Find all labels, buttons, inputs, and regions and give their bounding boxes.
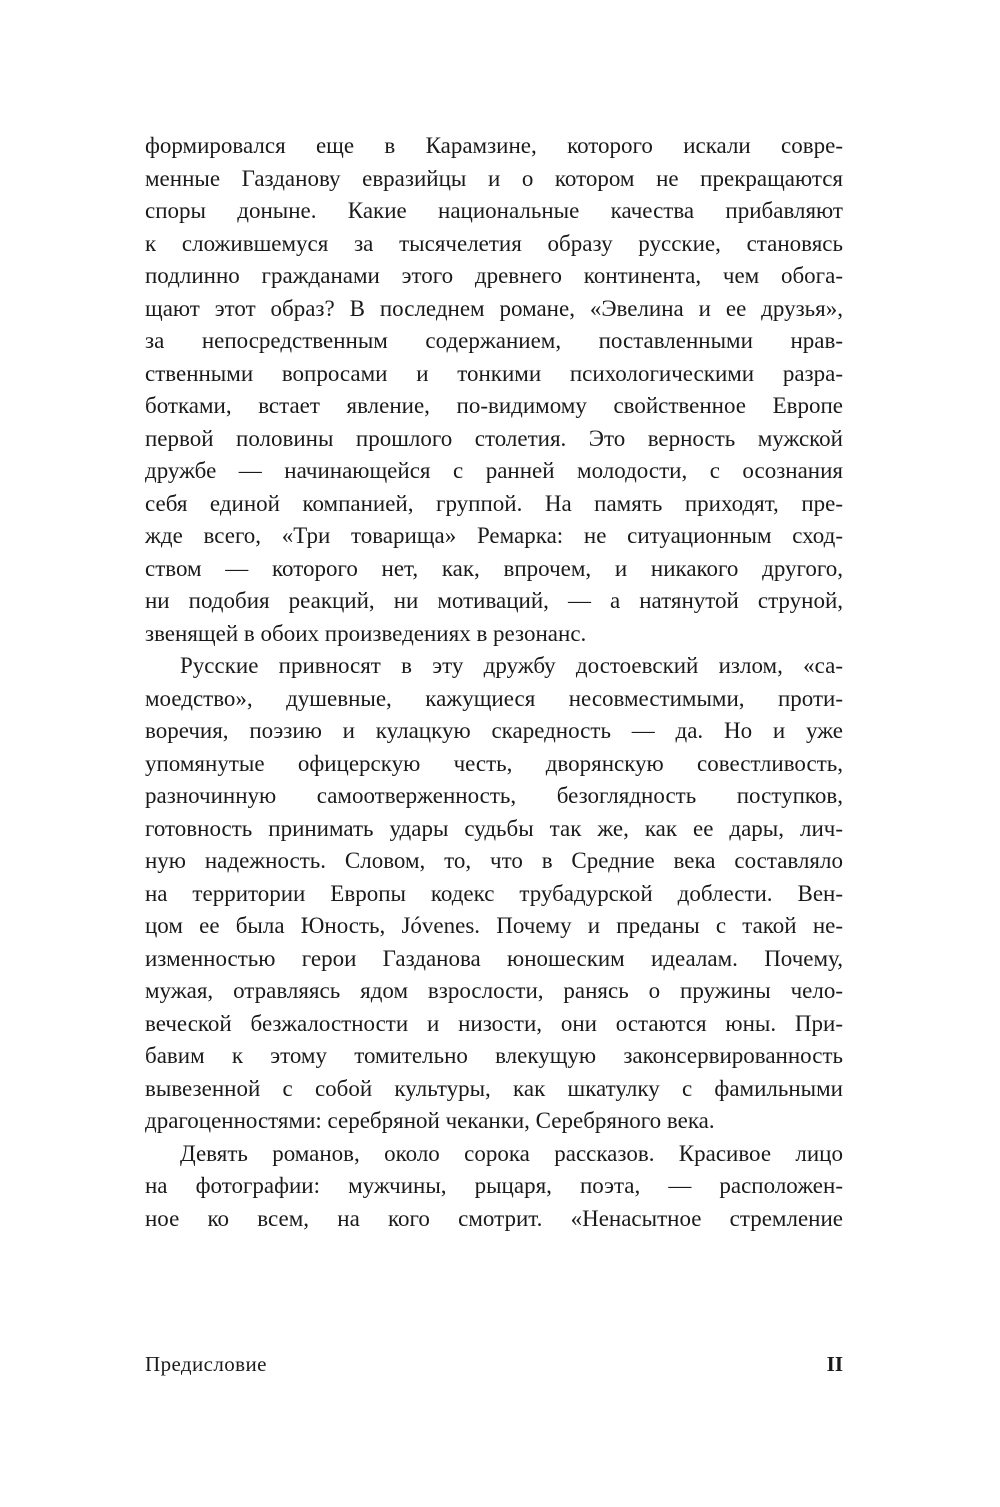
- text-line: звенящей в обоих произведениях в резонанс.: [145, 620, 587, 646]
- text-line: щают этот образ? В последнем романе, «Эвелина и ее друзья»,: [145, 295, 843, 321]
- text-line: моедство», душевные, кажущиеся несовместимыми, проти-: [145, 685, 843, 711]
- text-line: на фотографии: мужчины, рыцаря, поэта, — расположен-: [145, 1173, 843, 1198]
- paragraph: [145, 130, 843, 650]
- paragraph: [145, 1138, 843, 1236]
- text-line: Русские привносят в эту дружбу достоевский излом, «са-: [180, 653, 843, 678]
- paragraph: [145, 650, 843, 1138]
- text-line: ственными вопросами и тонкими психологическими разра-: [145, 360, 843, 386]
- running-head: Предисловие: [145, 1352, 267, 1376]
- text-line: воречия, поэзию и кулацкую скаредность — да. Но и уже: [145, 718, 843, 743]
- text-line: споры доныне. Какие национальные качества прибавляют: [145, 198, 843, 223]
- text-line: ную надежность. Словом, то, что в Средние века составляло: [145, 848, 843, 873]
- text-line: упомянутые офицерскую честь, дворянскую совестливость,: [145, 750, 843, 776]
- text-line: драгоценностями: серебряной чеканки, Серебряного века.: [145, 1108, 715, 1133]
- text-line: себя единой компанией, группой. На память приходят, пре-: [145, 490, 843, 516]
- text-line: к сложившемуся за тысячелетия образу русские, становясь: [145, 230, 843, 256]
- text-line: ное ко всем, на кого смотрит. «Ненасытное стремление: [145, 1205, 843, 1231]
- text-line: ботками, встает явление, по-видимому свойственное Европе: [145, 393, 843, 418]
- text-line: мужая, отравляясь ядом взрослости, ранясь о пружины чело-: [145, 978, 843, 1003]
- text-line: первой половины прошлого столетия. Это верность мужской: [145, 425, 843, 451]
- text-line: за непосредственным содержанием, поставленными нрав-: [145, 328, 843, 353]
- text-line: формировался еще в Карамзине, которого искали совре-: [145, 133, 843, 158]
- text-line: вывезенной с собой культуры, как шкатулку с фамильными: [145, 1075, 843, 1101]
- text-line: подлинно гражданами этого древнего континента, чем обога-: [145, 263, 843, 288]
- text-line: изменностью герои Газданова юношеским идеалам. Почему,: [145, 945, 843, 971]
- text-line: разночинную самоотверженность, безоглядность поступков,: [145, 783, 843, 808]
- text-line: готовность принимать удары судьбы так же, как ее дары, лич-: [145, 815, 843, 841]
- text-line: веческой безжалостности и низости, они остаются юны. При-: [145, 1010, 843, 1036]
- text-line: жде всего, «Три товарища» Ремарка: не ситуационным сход-: [145, 523, 843, 548]
- text-line: ством — которого нет, как, впрочем, и никакого другого,: [145, 555, 843, 581]
- text-line: ни подобия реакций, ни мотиваций, — а натянутой струной,: [145, 588, 843, 613]
- page-number: II: [826, 1352, 843, 1376]
- text-line: на территории Европы кодекс трубадурской доблести. Вен-: [145, 880, 843, 906]
- page-footer: [145, 1352, 843, 1382]
- text-line: цом ее была Юность, Jóvenes. Почему и преданы с такой не-: [145, 913, 843, 938]
- text-line: бавим к этому томительно влекущую законсервированность: [145, 1043, 843, 1068]
- text-line: менные Газданову евразийцы и о котором не прекращаются: [145, 165, 843, 191]
- text-line: дружбе — начинающейся с ранней молодости, с осознания: [145, 458, 843, 483]
- page-body: [145, 130, 843, 1235]
- text-line: Девять романов, около сорока рассказов. Красивое лицо: [180, 1140, 843, 1166]
